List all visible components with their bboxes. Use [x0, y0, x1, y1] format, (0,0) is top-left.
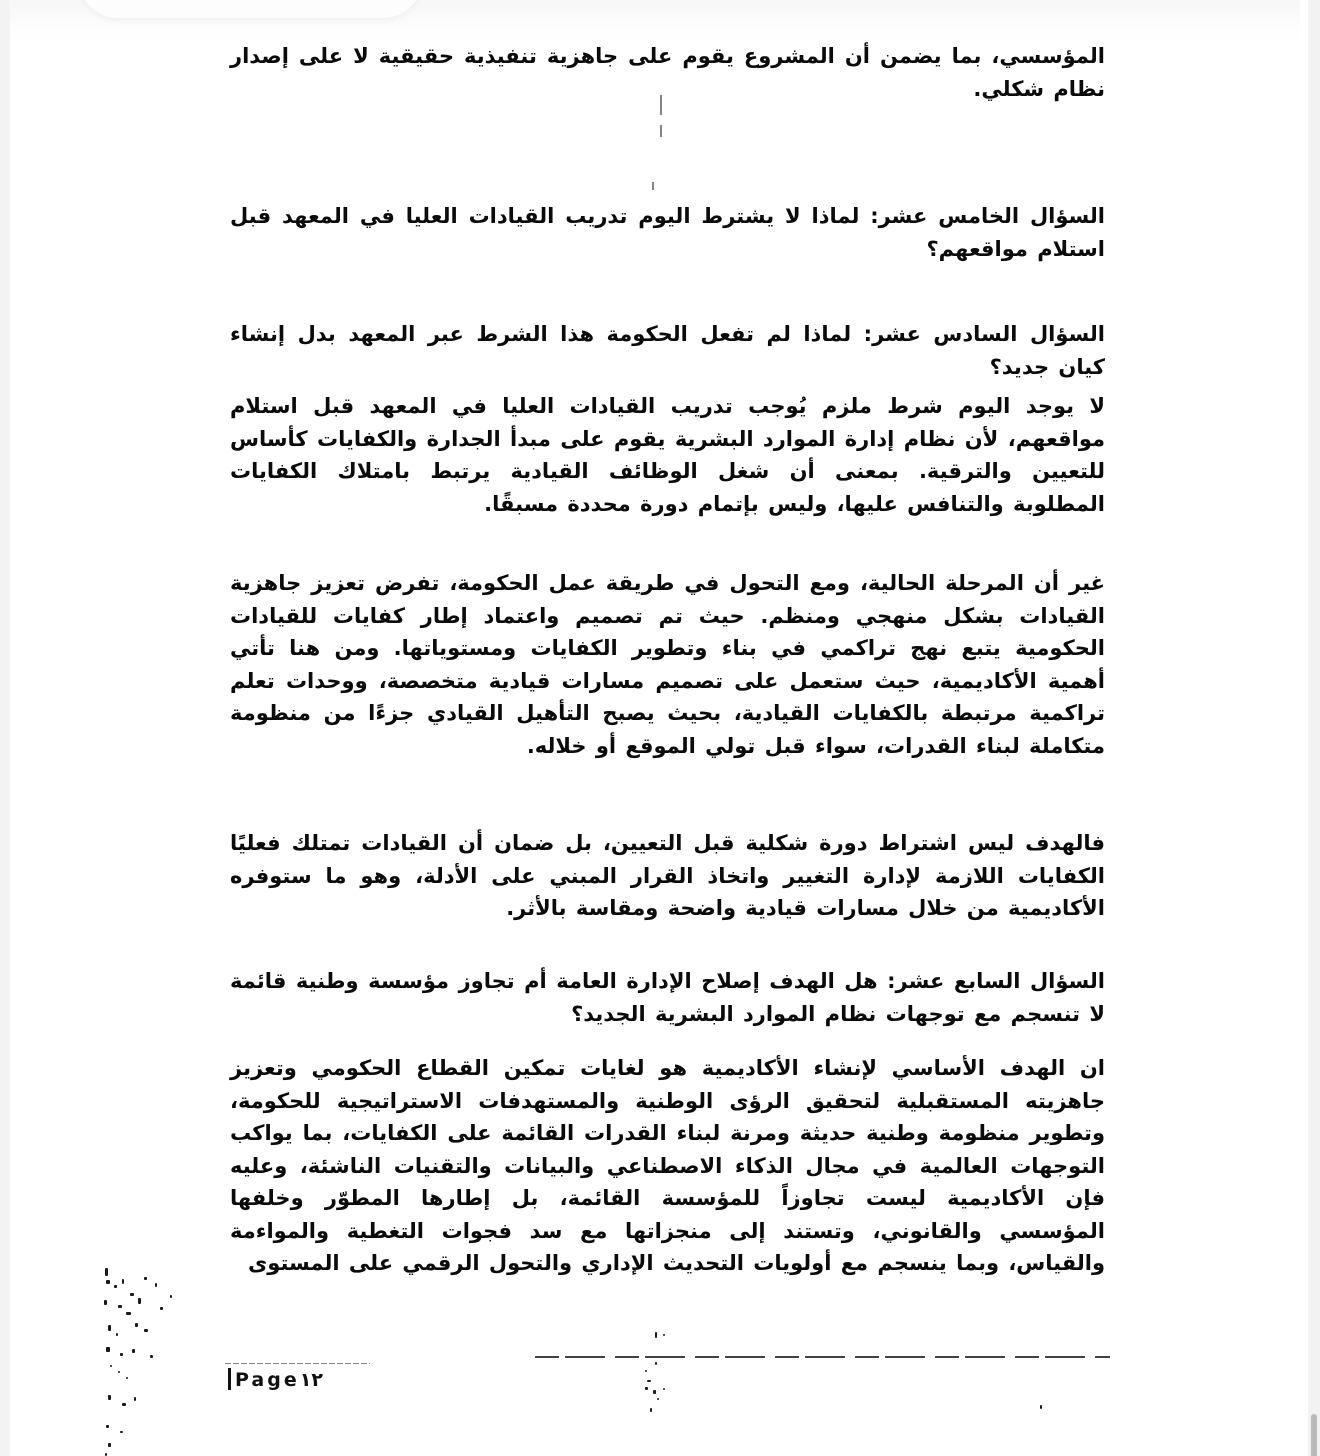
scan-noise-center	[615, 1330, 675, 1430]
left-gutter	[0, 0, 10, 1456]
question-17: السؤال السابع عشر: هل الهدف إصلاح الإدارة العامة أم تجاوز مؤسسة وطنية قائمة لا تنسجم مع توجهات نظام الموارد البشرية الجديد؟	[230, 969, 1105, 1026]
vertical-scrollbar-track[interactable]	[1308, 0, 1320, 1456]
paragraph-continuation: المؤسسي، بما يضمن أن المشروع يقوم على جاهزية تنفيذية حقيقية لا على إصدار نظام شكلي.	[230, 44, 1105, 101]
page-label-bar	[228, 1368, 231, 1390]
answer-paragraph-3: فالهدف ليس اشتراط دورة شكلية قبل التعيين، بل ضمان أن القيادات تمتلك فعليًا الكفايات اللازمة لإدارة التغيير واتخاذ القرار المبني على الأدلة، وهو ما ستوفره الأكاديمية من خلال مسارات قيادية واضحة ومقاسة بالأثر.	[230, 831, 1105, 920]
page-number: ١٢	[299, 1369, 323, 1391]
page-number-label	[228, 1368, 323, 1391]
scan-artifact	[652, 182, 654, 190]
question-15: السؤال الخامس عشر: لماذا لا يشترط اليوم تدريب القيادات العليا في المعهد قبل استلام مواقعهم؟	[230, 204, 1105, 261]
vertical-scrollbar-thumb[interactable]	[1311, 1414, 1317, 1456]
answer-paragraph-2: غير أن المرحلة الحالية، ومع التحول في طريقة عمل الحكومة، تفرض تعزيز جاهزية القيادات بشكل منهجي ومنظم. حيث تم تصميم واعتماد إطار كفايات للقيادات الحكومية يتبع نهج تراكمي في بناء وتطوير الكفايات ومستوياتها. ومن هنا تأتي أهمية الأكاديمية، حيث ستعمل على تصميم مسارات قيادية متخصصة، ووحدات تعلم تراكمية مرتبطة بالكفايات القيادية، بحيث يصبح التأهيل القيادي جزءًا من منظومة متكاملة لبناء القدرات، سواء قبل تولي الموقع أو خلاله.	[230, 571, 1105, 758]
top-overlay-pill	[78, 0, 423, 18]
question-16: السؤال السادس عشر: لماذا لم تفعل الحكومة هذا الشرط عبر المعهد بدل إنشاء كيان جديد؟	[230, 322, 1105, 379]
scan-noise-right	[1040, 1405, 1046, 1411]
page-word: Page	[235, 1369, 300, 1391]
answer-paragraph-4: ان الهدف الأساسي لإنشاء الأكاديمية هو لغايات تمكين القطاع الحكومي وتعزيز جاهزيته المستقبلية لتحقيق الرؤى الوطنية والمستهدفات الاستراتيجية للحكومة، وتطوير منظومة وطنية حديثة ومرنة لبناء القدرات القائمة على الكفايات، بما يواكب التوجهات العالمية في مجال الذكاء الاصطناعي والبيانات والتقنيات الناشئة، وعليه فإن الأكاديمية ليست تجاوزاً للمؤسسة القائمة، بل إطارها المطوّر وخلفها المؤسسي والقانوني، وتستند إلى منجزاتها مع سد فجوات التغطية والمواءمة والقياس، وبما ينسجم مع أولويات التحديث الإداري والتحول الرقمي على المستوى	[230, 1056, 1105, 1275]
scan-artifact	[660, 125, 662, 137]
scan-noise-left	[100, 1265, 200, 1456]
answer-paragraph-1: لا يوجد اليوم شرط ملزم يُوجب تدريب القيادات العليا في المعهد قبل استلام مواقعهم، لأن نظام إدارة الموارد البشرية يقوم على مبدأ الجدارة والكفايات كأساس للتعيين والترقية. بمعنى أن شغل الوظائف القيادية يرتبط بامتلاك الكفايات المطلوبة والتنافس عليها، وليس بإتمام دورة محددة مسبقًا.	[230, 394, 1105, 516]
footer-rule-left	[225, 1363, 370, 1364]
